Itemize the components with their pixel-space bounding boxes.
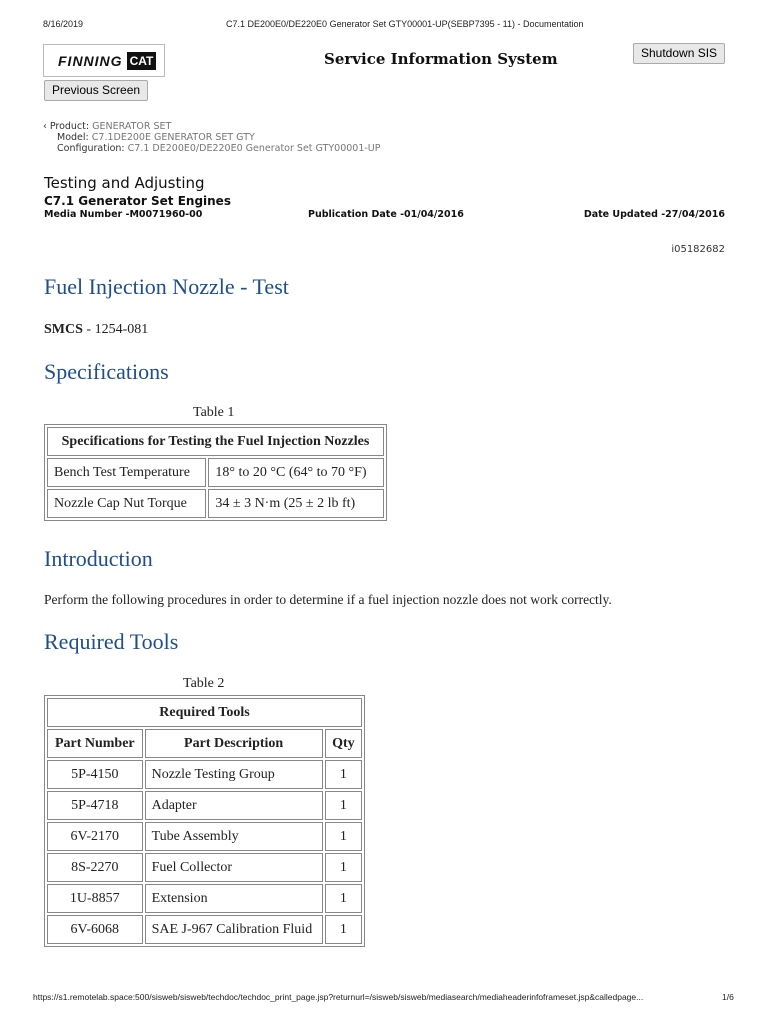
doc-id: i05182682 bbox=[671, 244, 725, 255]
table-row bbox=[47, 760, 362, 789]
required-tools-table bbox=[44, 695, 365, 947]
part-number: 8S-2270 bbox=[47, 853, 143, 882]
logo-text: FINNING bbox=[58, 52, 123, 69]
table1-caption: Table 1 bbox=[193, 405, 235, 420]
chevron-left-icon[interactable]: ‹ bbox=[43, 121, 47, 132]
date-updated: Date Updated -27/04/2016 bbox=[583, 209, 725, 220]
table-cell: 34 ± 3 N·m (25 ± 2 lb ft) bbox=[208, 489, 384, 518]
cat-logo-mark: CAT bbox=[127, 52, 157, 70]
table2-header: Required Tools bbox=[47, 698, 362, 727]
table-cell: 18° to 20 °C (64° to 70 °F) bbox=[208, 458, 384, 487]
table-cell: Nozzle Cap Nut Torque bbox=[47, 489, 206, 518]
part-qty: 1 bbox=[325, 853, 362, 882]
part-description: Extension bbox=[145, 884, 323, 913]
model-value: C7.1DE200E GENERATOR SET GTY bbox=[91, 132, 255, 143]
introduction-heading: Introduction bbox=[44, 546, 153, 571]
table-row bbox=[47, 791, 362, 820]
table-row bbox=[47, 458, 384, 487]
print-url: https://s1.remotelab.space:500/sisweb/sisweb/techdoc/techdoc_print_page.jsp?returnurl=/sisweb/sisweb/mediasearch/mediaheaderinfoframeset.jsp&calledpage... bbox=[33, 992, 644, 1002]
part-description: Adapter bbox=[145, 791, 323, 820]
part-qty: 1 bbox=[325, 915, 362, 944]
page-number: 1/6 bbox=[722, 992, 734, 1002]
specifications-table bbox=[44, 424, 387, 521]
part-qty: 1 bbox=[325, 791, 362, 820]
intro-text: Perform the following procedures in order to determine if a fuel injection nozzle does not work correctly. bbox=[44, 592, 612, 607]
config-label: Configuration: bbox=[57, 143, 125, 154]
required-tools-heading: Required Tools bbox=[44, 629, 179, 654]
part-description: Tube Assembly bbox=[145, 822, 323, 851]
part-number: 6V-2170 bbox=[47, 822, 143, 851]
part-description: Nozzle Testing Group bbox=[145, 760, 323, 789]
smcs-value: - 1254-081 bbox=[82, 322, 149, 337]
smcs-label: SMCS bbox=[44, 322, 83, 337]
part-number: 5P-4150 bbox=[47, 760, 143, 789]
doc-subtitle: C7.1 Generator Set Engines bbox=[44, 194, 231, 208]
finning-cat-logo bbox=[43, 44, 165, 77]
part-qty: 1 bbox=[325, 760, 362, 789]
product-value: GENERATOR SET bbox=[92, 121, 172, 132]
doc-type: Testing and Adjusting bbox=[44, 174, 205, 192]
system-title: Service Information System bbox=[324, 50, 558, 68]
table-row bbox=[47, 822, 362, 851]
part-description: SAE J-967 Calibration Fluid bbox=[145, 915, 323, 944]
table1-header: Specifications for Testing the Fuel Injection Nozzles bbox=[47, 427, 384, 456]
part-qty: 1 bbox=[325, 884, 362, 913]
column-header-part-description: Part Description bbox=[145, 729, 323, 758]
part-number: 1U-8857 bbox=[47, 884, 143, 913]
print-date: 8/16/2019 bbox=[43, 19, 84, 29]
part-description: Fuel Collector bbox=[145, 853, 323, 882]
part-number: 5P-4718 bbox=[47, 791, 143, 820]
print-title: C7.1 DE200E0/DE220E0 Generator Set GTY00001-UP(SEBP7395 - 11) - Documentation bbox=[226, 19, 584, 29]
shutdown-sis-button[interactable]: Shutdown SIS bbox=[633, 43, 725, 64]
table-row bbox=[47, 884, 362, 913]
table2-caption: Table 2 bbox=[183, 676, 225, 691]
config-value: C7.1 DE200E0/DE220E0 Generator Set GTY00001-UP bbox=[127, 143, 381, 154]
previous-screen-button[interactable]: Previous Screen bbox=[44, 80, 148, 101]
specifications-heading: Specifications bbox=[44, 359, 169, 384]
product-info bbox=[43, 121, 381, 154]
model-label: Model: bbox=[57, 132, 89, 143]
table-row bbox=[47, 489, 384, 518]
smcs bbox=[44, 322, 148, 338]
column-header-qty: Qty bbox=[325, 729, 362, 758]
table-row bbox=[47, 915, 362, 944]
product-label: Product: bbox=[49, 121, 90, 132]
media-number: Media Number -M0071960-00 bbox=[44, 209, 203, 220]
table-cell: Bench Test Temperature bbox=[47, 458, 206, 487]
publication-date: Publication Date -01/04/2016 bbox=[308, 209, 464, 220]
column-header-part-number: Part Number bbox=[47, 729, 143, 758]
page-title: Fuel Injection Nozzle - Test bbox=[44, 274, 289, 299]
part-qty: 1 bbox=[325, 822, 362, 851]
part-number: 6V-6068 bbox=[47, 915, 143, 944]
table-row bbox=[47, 853, 362, 882]
